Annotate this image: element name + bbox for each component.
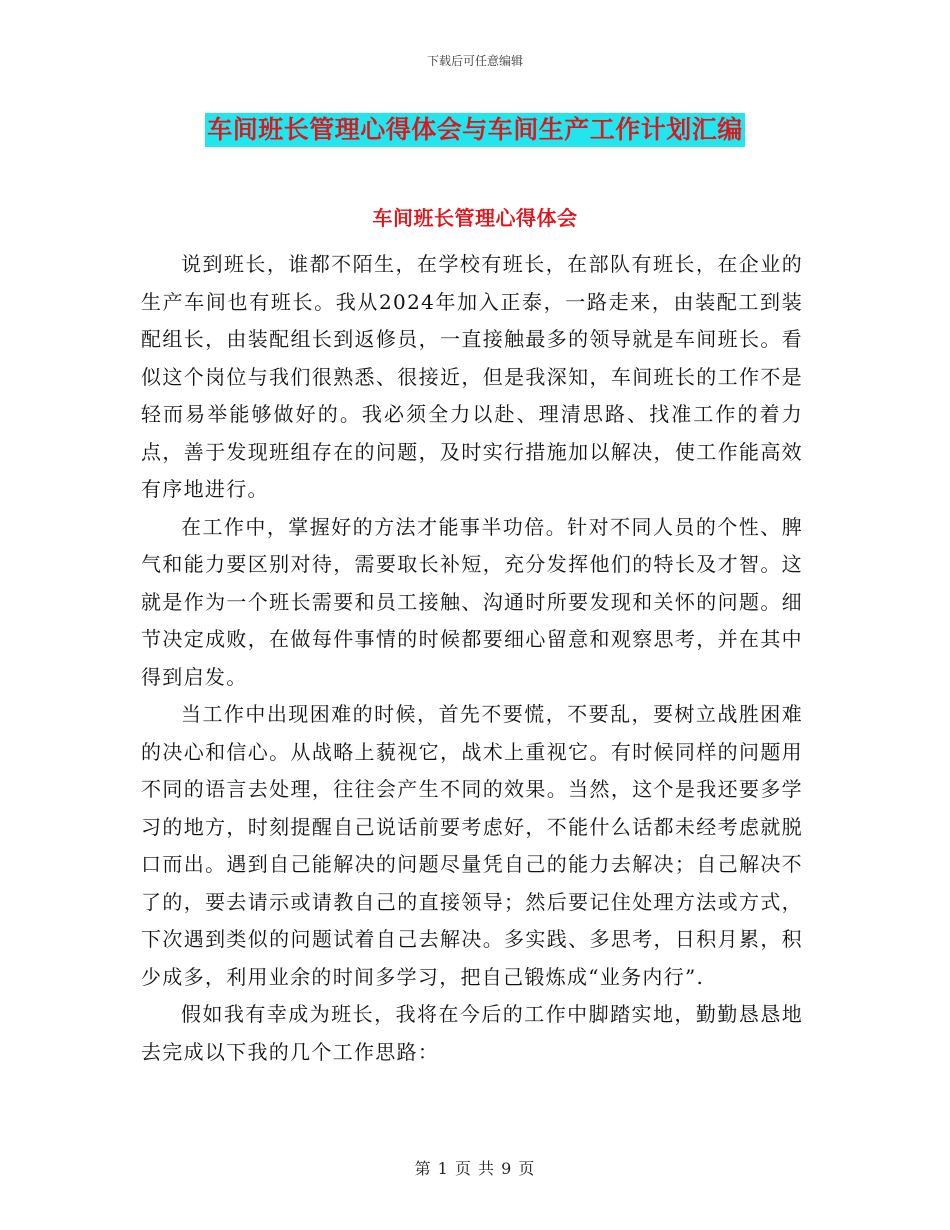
page-number-footer: 第 1 页 共 9 页 <box>414 1159 536 1178</box>
body-paragraph-2: 在工作中，掌握好的方法才能事半功倍。针对不同人员的个性、脾气和能力要区别对待，需要取长补短，充分发挥他们的特长及才智。这就是作为一个班长需要和员工接触、沟通时所要发现和关怀的问题。细节决定成败，在做每件事情的时候都要细心留意和观察思考，并在其中得到启发。 <box>141 514 803 689</box>
main-title-container <box>0 113 950 147</box>
body-paragraph-1: 说到班长，谁都不陌生，在学校有班长，在部队有班长，在企业的生产车间也有班长。我从2024年加入正泰，一路走来，由装配工到装配组长，由装配组长到返修员，一直接触最多的领导就是车间班长。看似这个岗位与我们很熟悉、很接近，但是我深知，车间班长的工作不是轻而易举能够做好的。我必须全力以赴、理清思路、找准工作的着力点，善于发现班组存在的问题，及时实行措施加以解决，使工作能高效有序地进行。 <box>141 252 803 501</box>
body-paragraph-4: 假如我有幸成为班长，我将在今后的工作中脚踏实地，勤勤恳恳地去完成以下我的几个工作思路： <box>141 1002 803 1064</box>
document-main-title: 车间班长管理心得体会与车间生产工作计划汇编 <box>205 113 745 147</box>
document-body <box>141 246 803 1071</box>
body-paragraph-3: 当工作中出现困难的时候，首先不要慌，不要乱，要树立战胜困难的决心和信心。从战略上藐视它，战术上重视它。有时候同样的问题用不同的语言去处理，往往会产生不同的效果。当然，这个是我还要多学习的地方，时刻提醒自己说话前要考虑好，不能什么话都未经考虑就脱口而出。遇到自己能解决的问题尽量凭自己的能力去解决；自己解决不了的，要去请示或请教自己的直接领导；然后要记住处理方法或方式，下次遇到类似的问题试着自己去解决。多实践、多思考，日积月累，积少成多，利用业余的时间多学习，把自己锻炼成“业务内行”. <box>141 702 803 989</box>
section-title: 车间班长管理心得体会 <box>372 206 578 230</box>
page-header-note: 下载后可任意编辑 <box>426 54 523 68</box>
